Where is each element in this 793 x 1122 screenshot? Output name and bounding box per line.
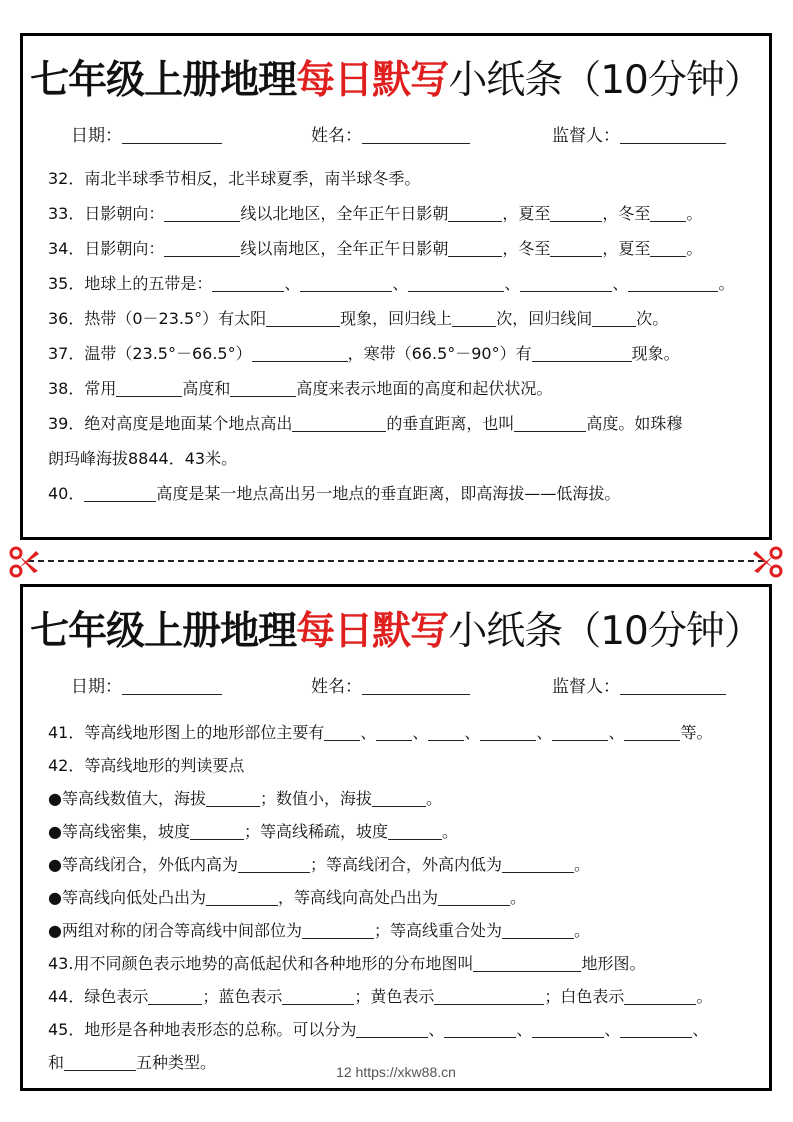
answer-blank[interactable] [452,308,496,327]
question-text: 35．地球上的五带是： [48,274,213,293]
question-text: 。 [509,888,526,907]
title-highlight: 每日默写 [296,609,449,654]
question-text: 线以南地区，全年正午日影朝 [240,239,449,258]
answer-blank[interactable] [428,722,464,741]
answer-blank[interactable] [84,483,156,502]
question-text: ，等高线向高处凸出为 [277,888,438,907]
answer-blank[interactable] [376,722,412,741]
title-part1: 七年级上册地理 [30,609,297,654]
question-text: 38．常用 [48,379,117,398]
question-36 [48,306,759,341]
separator: 、 [516,1020,533,1039]
question-text: 朗玛峰海拔8844．43米。 [48,449,238,468]
answer-blank[interactable] [552,722,608,741]
date-label: 日期： [71,126,122,146]
name-field[interactable] [362,125,470,144]
separator: 、 [412,723,429,742]
question-text: 45．地形是各种地表形态的总称。可以分为 [48,1020,357,1039]
supervisor-label: 监督人： [552,677,620,697]
question-text: ；黄色表示 [354,987,435,1006]
question-45 [48,1017,759,1050]
supervisor-label: 监督人： [552,126,620,146]
question-text: 线以北地区，全年正午日影朝 [240,204,449,223]
separator: 、 [692,1020,709,1039]
question-39-cont [48,446,759,481]
answer-blank[interactable] [448,203,502,222]
question-text: ●等高线密集，坡度 [48,822,190,841]
question-text: 40． [48,484,85,503]
question-text: ●两组对称的闭合等高线中间部位为 [48,921,302,940]
answer-blank[interactable] [266,308,340,327]
scissors-icon [750,545,784,579]
supervisor-field[interactable] [620,676,726,695]
answer-blank[interactable] [206,788,260,807]
answer-blank[interactable] [252,343,348,362]
question-text: 次，回归线间 [496,309,593,328]
separator: 、 [604,1020,621,1039]
question-text: ●等高线向低处凸出为 [48,888,206,907]
separator: 、 [612,274,629,293]
slip-title [23,56,769,106]
question-text: 36．热带（0－23.5°）有太阳 [48,309,267,328]
cut-line [28,560,764,562]
answer-blank[interactable] [550,238,602,257]
supervisor-field[interactable] [620,125,726,144]
question-text: 现象。 [631,344,680,363]
question-text: 高度和 [182,379,231,398]
question-text: 地形图。 [581,954,646,973]
question-text: 33．日影朝向： [48,204,165,223]
question-34 [48,236,759,271]
answer-blank[interactable] [164,238,240,257]
bullet-convex [48,885,759,918]
question-text: ；等高线重合处为 [373,921,502,940]
question-33 [48,201,759,236]
question-text: 和 [48,1053,65,1072]
answer-blank[interactable] [592,308,636,327]
question-text: 现象，回归线上 [340,309,453,328]
answer-blank[interactable] [532,1019,604,1038]
answer-blank[interactable] [434,986,544,1005]
question-text: 41．等高线地形图上的地形部位主要有 [48,723,325,742]
question-text: 的垂直距离，也叫 [386,414,515,433]
question-text: 39．绝对高度是地面某个地点高出 [48,414,293,433]
answer-blank[interactable] [624,986,696,1005]
question-text: 43.用不同颜色表示地势的高低起伏和各种地形的分布地图叫 [48,954,474,973]
answer-blank[interactable] [650,238,686,257]
question-text: ，夏至 [602,239,651,258]
answer-blank[interactable] [190,821,244,840]
question-text: 。 [686,239,703,258]
question-text: 等。 [680,723,713,742]
bullet-elevation [48,786,759,819]
question-list [48,720,759,1083]
answer-blank[interactable] [302,920,374,939]
question-text: ，冬至 [602,204,651,223]
question-text: 五种类型。 [136,1053,217,1072]
answer-blank[interactable] [520,273,612,292]
question-text: 32．南北半球季节相反，北半球夏季，南半球冬季。 [48,169,421,188]
slip-title [23,607,769,657]
answer-blank[interactable] [238,854,310,873]
answer-blank[interactable] [116,378,182,397]
question-text: ，夏至 [502,204,551,223]
title-part2: 小纸条 [448,58,563,103]
question-41 [48,720,759,753]
answer-blank[interactable] [448,238,502,257]
date-field[interactable] [122,676,222,695]
separator: 、 [464,723,481,742]
answer-blank[interactable] [444,1019,516,1038]
answer-blank[interactable] [408,273,504,292]
answer-blank[interactable] [230,378,296,397]
question-text: 次。 [636,309,669,328]
date-field[interactable] [122,125,222,144]
bullet-closed [48,852,759,885]
title-duration: （10分钟） [562,609,762,654]
name-label: 姓名： [311,677,362,697]
name-label: 姓名： [311,126,362,146]
answer-blank[interactable] [650,203,686,222]
answer-blank[interactable] [473,953,581,972]
question-text: 。 [441,822,458,841]
date-label: 日期： [71,677,122,697]
title-highlight: 每日默写 [296,58,449,103]
answer-blank[interactable] [212,273,284,292]
question-32 [48,166,759,201]
bullet-symmetric [48,918,759,951]
page-footer: 12 https://xkw88.cn [336,1064,456,1080]
question-text: ；等高线闭合，外高内低为 [309,855,502,874]
question-text: ●等高线数值大，海拔 [48,789,206,808]
question-text: ；等高线稀疏，坡度 [243,822,388,841]
answer-blank[interactable] [624,722,680,741]
answer-blank[interactable] [514,413,586,432]
answer-blank[interactable] [502,854,574,873]
question-text: ，寒带（66.5°－90°）有 [347,344,532,363]
question-text: 。 [425,789,442,808]
answer-blank[interactable] [502,920,574,939]
answer-blank[interactable] [300,273,392,292]
question-text: 44．绿色表示 [48,987,149,1006]
answer-blank[interactable] [550,203,602,222]
question-44 [48,984,759,1017]
question-text: 37．温带（23.5°－66.5°） [48,344,252,363]
title-duration: （10分钟） [562,58,762,103]
question-text: 。 [696,987,713,1006]
question-text: 42．等高线地形的判读要点 [48,756,245,775]
slip-meta [23,124,769,148]
answer-blank[interactable] [620,1019,692,1038]
question-42 [48,753,759,786]
separator: 、 [360,723,377,742]
answer-blank[interactable] [628,273,718,292]
answer-blank[interactable] [438,887,510,906]
question-text: 高度是某一地点高出另一地点的垂直距离，即高海拔——低海拔。 [156,484,621,503]
question-text: 。 [573,855,590,874]
separator: 、 [608,723,625,742]
separator: 、 [284,274,301,293]
name-field[interactable] [362,676,470,695]
answer-blank[interactable] [372,788,426,807]
question-text: 34．日影朝向： [48,239,165,258]
dictation-slip-2 [20,584,772,1091]
question-37 [48,341,759,376]
answer-blank[interactable] [388,821,442,840]
separator: 、 [504,274,521,293]
answer-blank[interactable] [282,986,354,1005]
question-text: 高度来表示地面的高度和起伏状况。 [296,379,553,398]
question-39 [48,411,759,446]
separator: 、 [536,723,553,742]
question-35 [48,271,759,306]
question-43 [48,951,759,984]
answer-blank[interactable] [292,413,386,432]
question-38 [48,376,759,411]
question-text: ；蓝色表示 [202,987,283,1006]
title-part2: 小纸条 [448,609,563,654]
slip-meta [23,675,769,699]
separator: 、 [428,1020,445,1039]
question-text: 。 [573,921,590,940]
question-text: 。 [686,204,703,223]
answer-blank[interactable] [206,887,278,906]
bullet-slope [48,819,759,852]
question-text: ；白色表示 [544,987,625,1006]
answer-blank[interactable] [532,343,632,362]
question-40 [48,481,759,516]
separator: 、 [392,274,409,293]
title-part1: 七年级上册地理 [30,58,297,103]
question-list [48,166,759,516]
question-text: 高度。如珠穆 [586,414,683,433]
answer-blank[interactable] [324,722,360,741]
question-text: ，冬至 [502,239,551,258]
answer-blank[interactable] [164,203,240,222]
question-text: 。 [718,274,735,293]
question-text: ；数值小，海拔 [259,789,372,808]
answer-blank[interactable] [148,986,202,1005]
dictation-slip-1 [20,33,772,540]
scissors-icon [8,545,42,579]
answer-blank[interactable] [356,1019,428,1038]
question-text: ●等高线闭合，外低内高为 [48,855,238,874]
answer-blank[interactable] [480,722,536,741]
